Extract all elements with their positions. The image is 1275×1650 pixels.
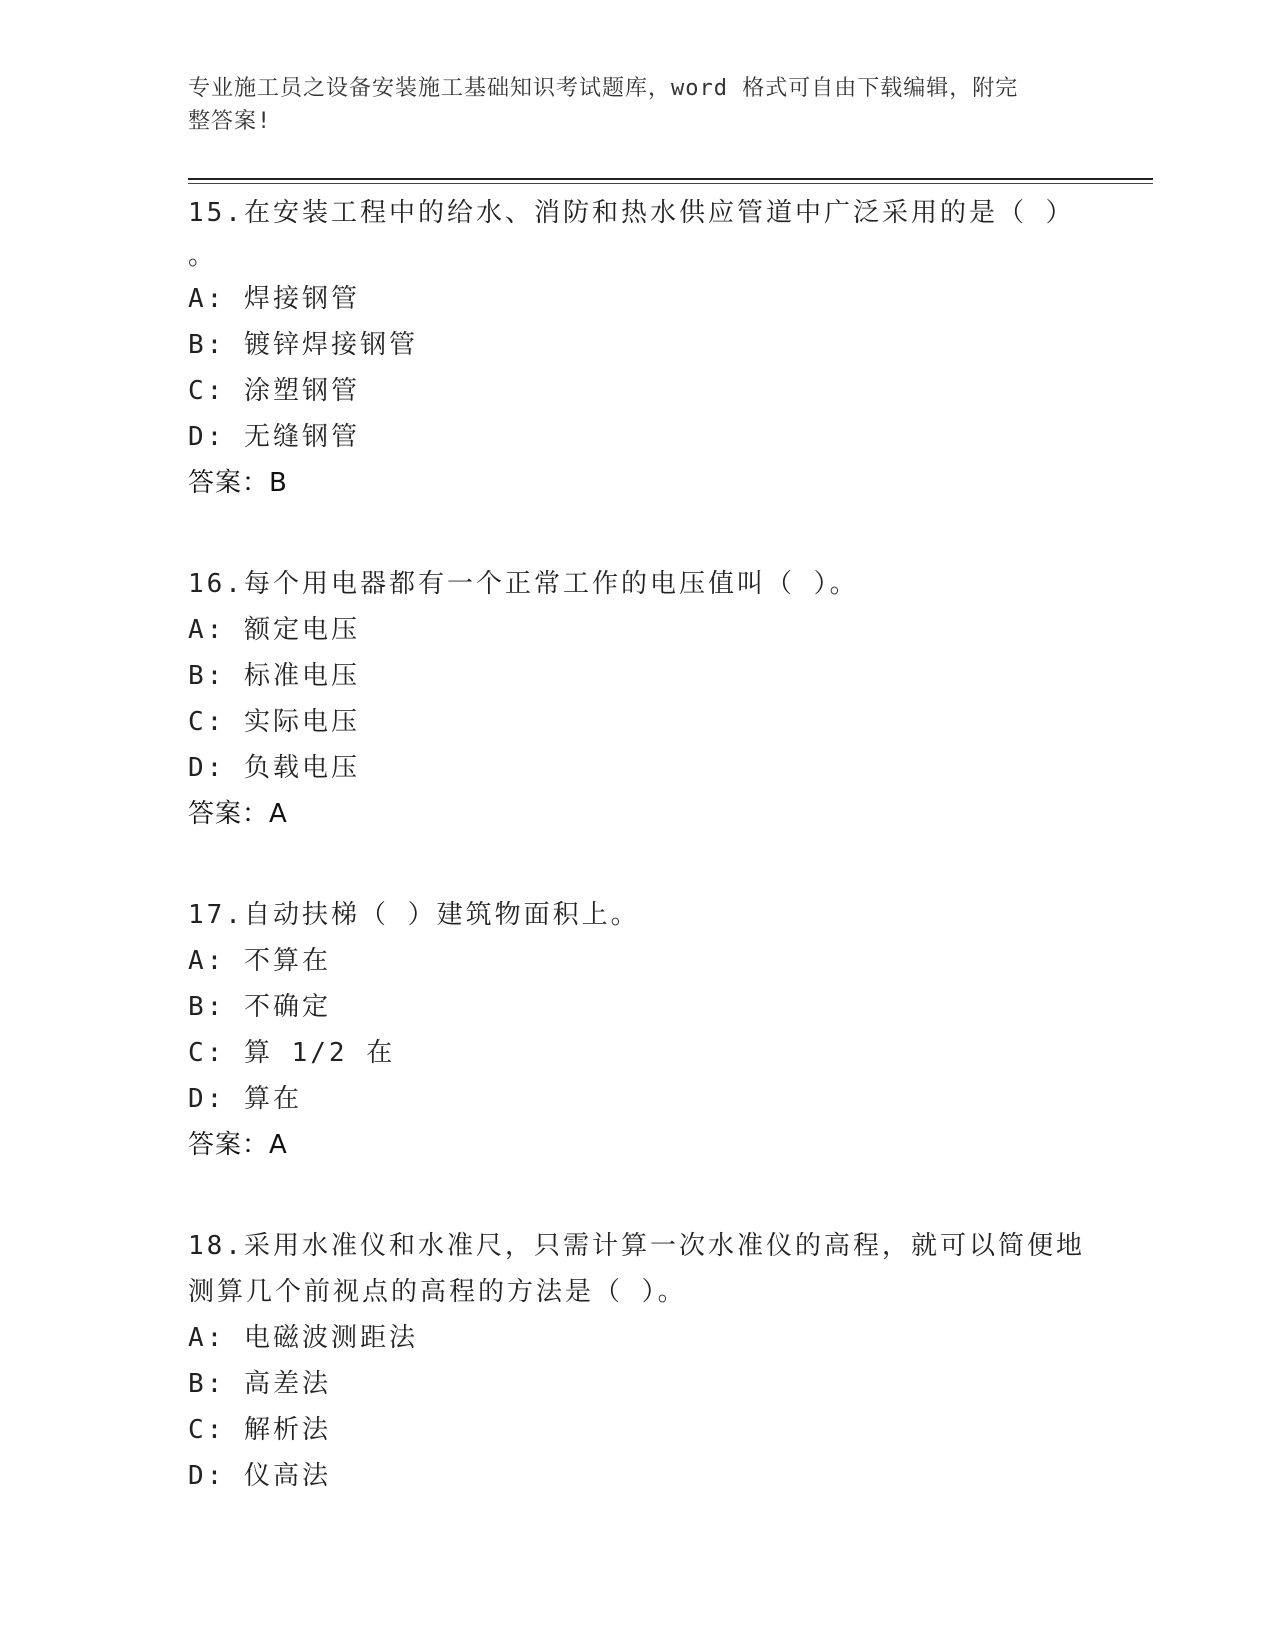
option-a: A: 电磁波测距法 <box>188 1323 418 1353</box>
option-b: B: 镀锌焊接钢管 <box>188 330 418 360</box>
option-d: D: 仪高法 <box>188 1461 331 1491</box>
option-d: D: 负载电压 <box>188 753 360 783</box>
option-b: B: 高差法 <box>188 1369 331 1399</box>
question-stem: 15.在安装工程中的给水、消防和热水供应管道中广泛采用的是（ ） <box>188 198 1075 228</box>
question-18 <box>188 1223 1088 1499</box>
answer-label: 答案：B <box>188 468 288 498</box>
header-divider-thin <box>188 183 1153 184</box>
option-b: B: 标准电压 <box>188 661 360 691</box>
question-list <box>188 190 1088 1554</box>
question-16 <box>188 561 1088 837</box>
option-a: A: 焊接钢管 <box>188 284 360 314</box>
page-header <box>188 72 1068 138</box>
question-stem-continuation: 。 <box>188 241 215 271</box>
option-a: A: 额定电压 <box>188 615 360 645</box>
answer-label: 答案：A <box>188 799 288 829</box>
question-stem-line-2: 测算几个前视点的高程的方法是（ ）。 <box>188 1277 687 1307</box>
header-divider-thick <box>188 178 1153 180</box>
answer-label: 答案：A <box>188 1130 288 1160</box>
question-stem: 17.自动扶梯（ ）建筑物面积上。 <box>188 900 640 930</box>
option-b: B: 不确定 <box>188 992 331 1022</box>
option-a: A: 不算在 <box>188 946 331 976</box>
question-stem: 16.每个用电器都有一个正常工作的电压值叫（ ）。 <box>188 569 859 599</box>
question-15 <box>188 190 1088 506</box>
option-c: C: 算 1/2 在 <box>188 1038 396 1068</box>
option-c: C: 涂塑钢管 <box>188 376 360 406</box>
option-d: D: 算在 <box>188 1084 302 1114</box>
option-c: C: 解析法 <box>188 1415 331 1445</box>
header-line-2: 整答案! <box>188 109 272 134</box>
option-c: C: 实际电压 <box>188 707 360 737</box>
question-stem: 18.采用水准仪和水准尺，只需计算一次水准仪的高程，就可以简便地 <box>188 1231 1085 1261</box>
question-17 <box>188 892 1088 1168</box>
header-line-1: 专业施工员之设备安装施工基础知识考试题库，word 格式可自由下载编辑，附完 <box>188 76 1019 101</box>
option-d: D: 无缝钢管 <box>188 422 360 452</box>
